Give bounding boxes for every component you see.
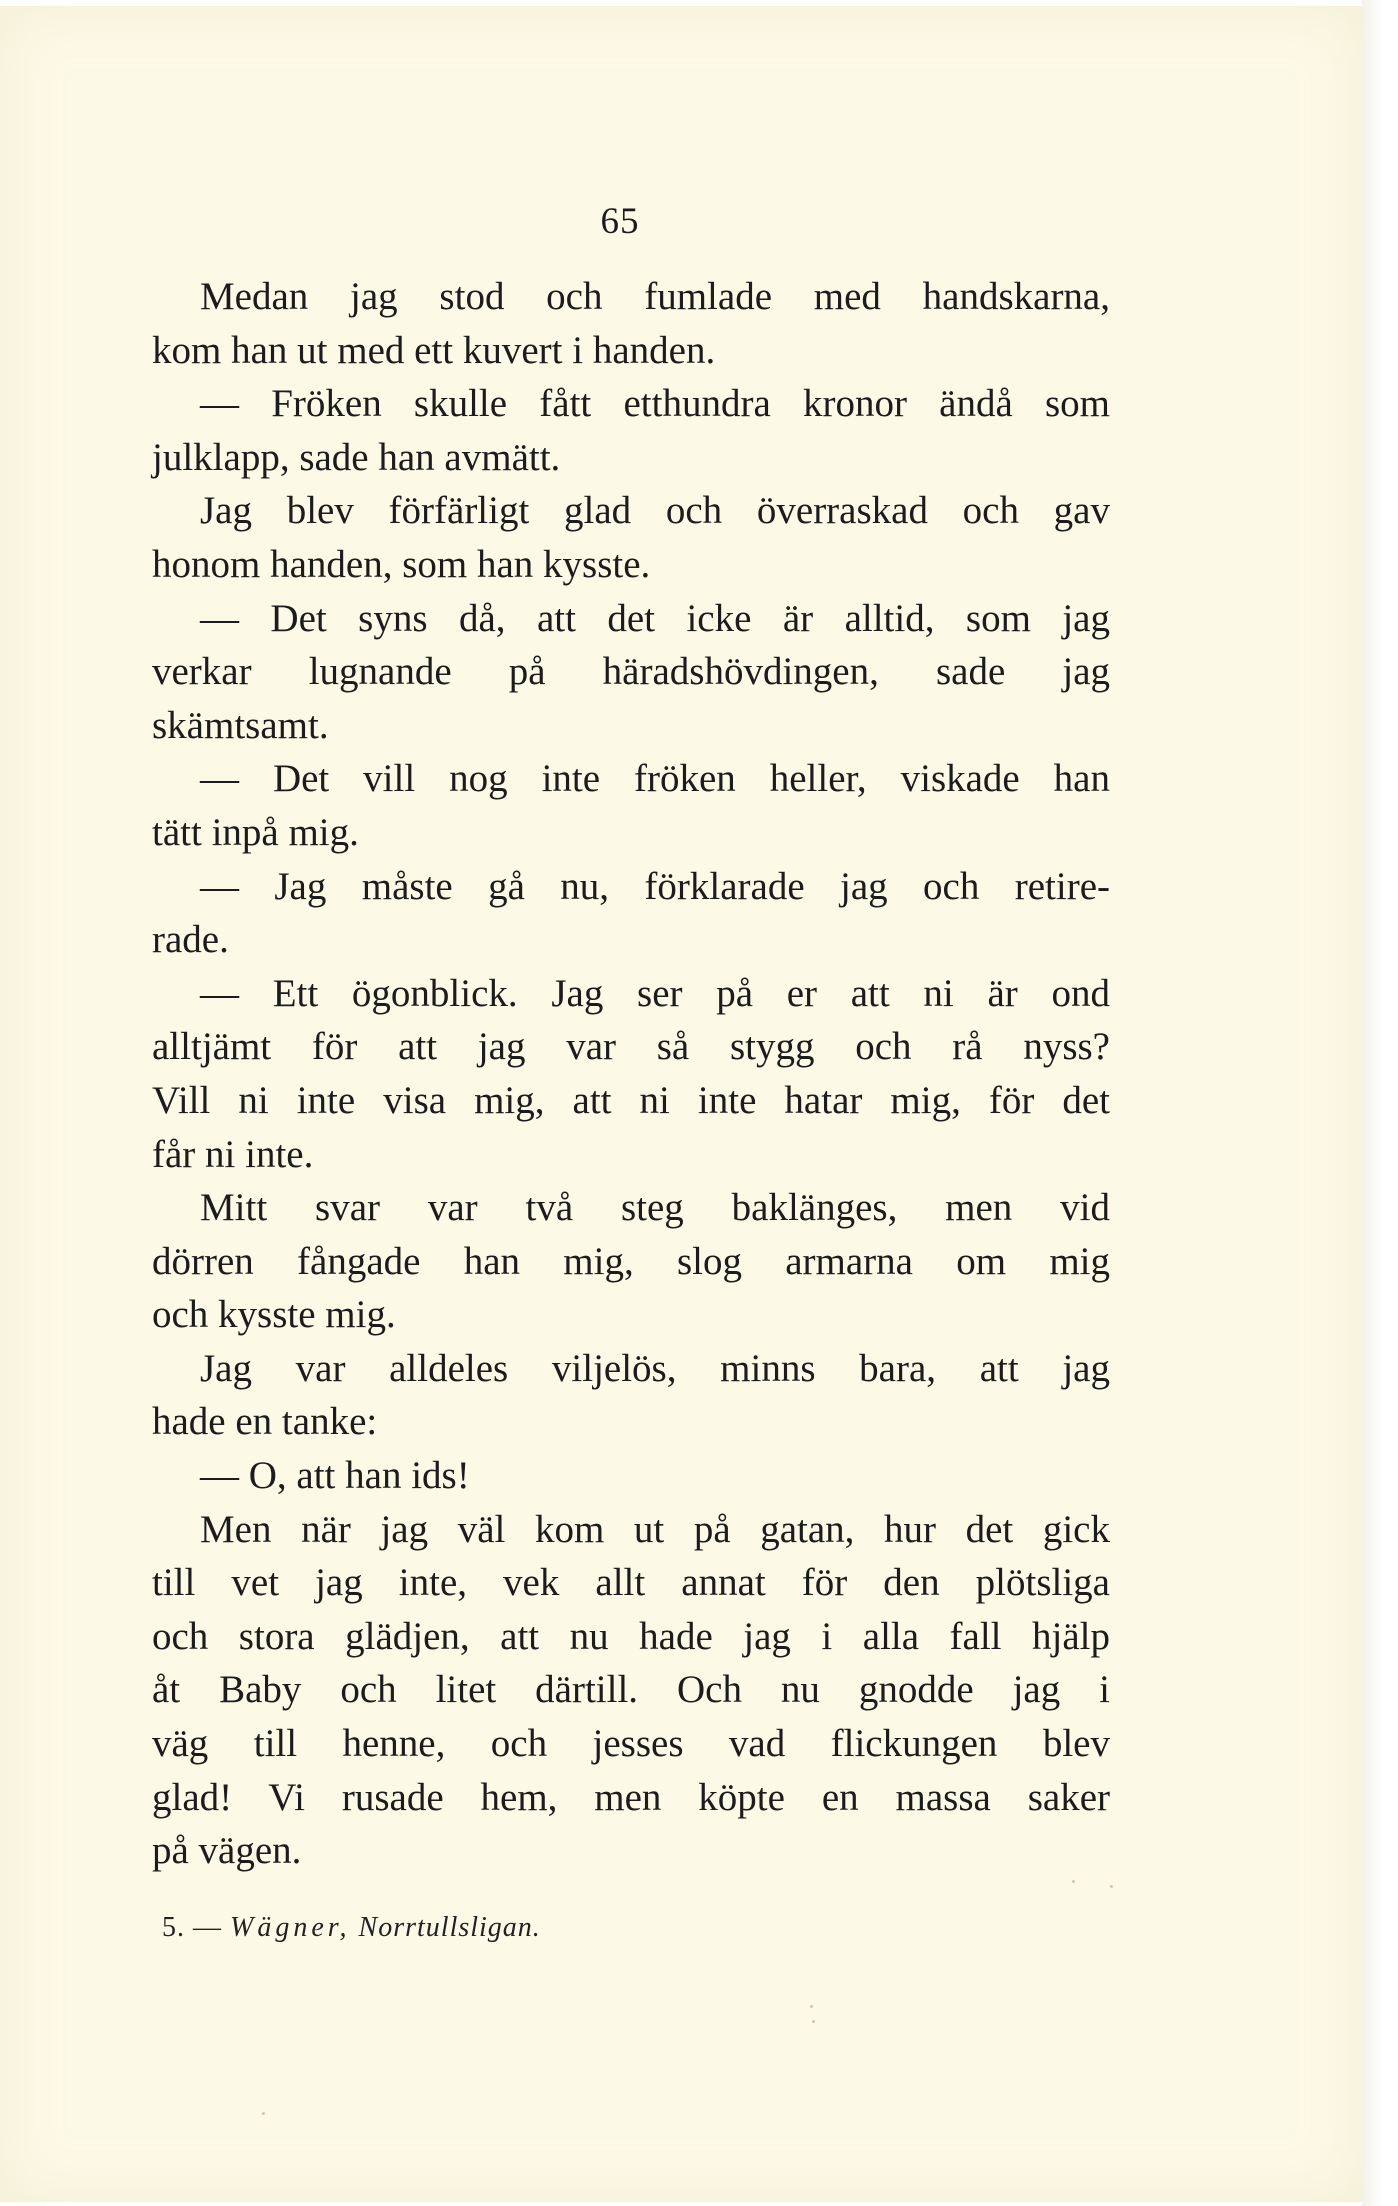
text-line: Medan jag stod och fumlade med handskarna,: [200, 275, 1110, 318]
page-number: 65: [600, 201, 640, 242]
text-line: — Det vill nog inte fröken heller, viskade han: [200, 757, 1110, 801]
text-line: väg till henne, och jesses vad flickungen blev: [152, 1722, 1110, 1766]
text-line: — Ett ögonblick. Jag ser på er att ni är ond: [200, 971, 1110, 1015]
paper-speck: [262, 2112, 265, 2115]
text-line: Men när jag väl kom ut på gatan, hur det gick: [200, 1507, 1110, 1551]
paper-speck: [1110, 1885, 1113, 1888]
text-line: julklapp, sade han avmätt.: [152, 435, 561, 479]
text-line: Jag blev förfärligt glad och överraskad och gav: [200, 489, 1110, 533]
text-line: Vill ni inte visa mig, att ni inte hatar mig, för det: [152, 1078, 1110, 1122]
text-line: och kysste mig.: [152, 1293, 396, 1337]
paper-speck: [810, 2005, 813, 2008]
text-line: får ni inte.: [152, 1132, 314, 1176]
text-line: på vägen.: [152, 1829, 302, 1873]
text-line: verkar lugnande på häradshövdingen, sade jag: [152, 650, 1110, 694]
text-line: Mitt svar var två steg baklänges, men vid: [200, 1186, 1110, 1230]
paper-speck: [812, 2020, 815, 2023]
text-line: tätt inpå mig.: [152, 810, 359, 854]
footer-author: Wägner,: [230, 1912, 351, 1943]
text-line: alltjämt för att jag var så stygg och rå nyss?: [152, 1025, 1110, 1069]
text-line: dörren fångade han mig, slog armarna om mig: [152, 1239, 1110, 1283]
text-line: och stora glädjen, att nu hade jag i alla fall hjälp: [152, 1614, 1110, 1658]
text-line: åt Baby och litet därtill. Och nu gnodde jag i: [152, 1668, 1110, 1712]
paper-speck: [1072, 1880, 1075, 1883]
text-line: skämtsamt.: [152, 703, 329, 747]
text-line: — Jag måste gå nu, förklarade jag och retire-: [200, 864, 1110, 908]
text-line: hade en tanke:: [152, 1400, 378, 1444]
text-line: rade.: [152, 918, 229, 962]
text-line: — Fröken skulle fått etthundra kronor ändå som: [200, 382, 1110, 426]
text-line: Jag var alldeles viljelös, minns bara, att jag: [200, 1346, 1110, 1390]
page-body-text: [152, 270, 1110, 1878]
text-line: honom handen, som han kysste.: [152, 542, 651, 586]
text-line: kom han ut med ett kuvert i handen.: [152, 328, 716, 372]
footer-title: Norrtullsligan.: [358, 1912, 541, 1943]
scan-edge: [1362, 0, 1398, 2206]
signature-footer: [162, 1912, 541, 1944]
text-line: — Det syns då, att det icke är alltid, som jag: [200, 596, 1110, 640]
signature-mark: 5. —: [162, 1912, 222, 1943]
text-line: glad! Vi rusade hem, men köpte en massa saker: [152, 1775, 1110, 1819]
text-line: till vet jag inte, vek allt annat för den plötsliga: [152, 1561, 1110, 1605]
text-line: — O, att han ids!: [200, 1454, 470, 1498]
